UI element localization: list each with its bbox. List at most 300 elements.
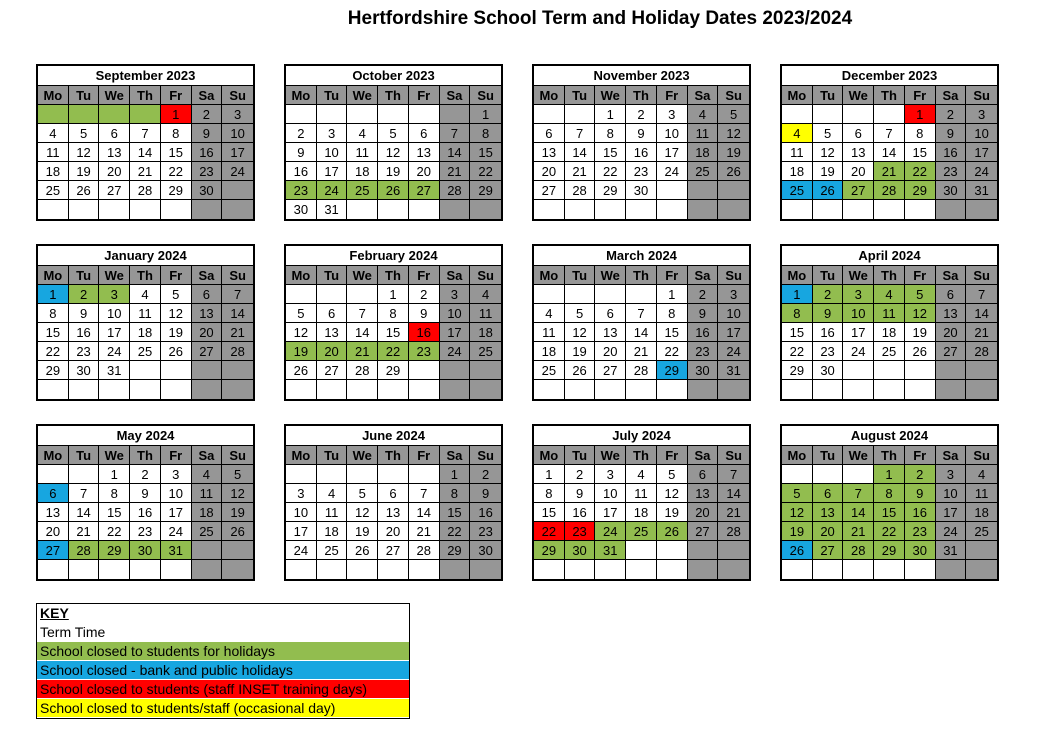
empty-cell — [192, 200, 223, 219]
empty-cell — [317, 105, 348, 124]
day-cell: 3 — [657, 105, 688, 124]
day-cell: 31 — [161, 541, 192, 560]
day-cell: 8 — [470, 124, 501, 143]
empty-cell — [905, 200, 936, 219]
day-cell: 7 — [843, 484, 874, 503]
empty-cell — [688, 181, 719, 200]
weekday-header: Tu — [69, 446, 100, 465]
weekday-header: Mo — [782, 446, 813, 465]
weekday-header: Mo — [534, 446, 565, 465]
day-cell: 5 — [782, 484, 813, 503]
day-cell: 12 — [657, 484, 688, 503]
weekday-header: Tu — [317, 266, 348, 285]
empty-cell — [378, 560, 409, 579]
empty-cell — [813, 200, 844, 219]
day-cell: 29 — [470, 181, 501, 200]
day-cell: 3 — [718, 285, 749, 304]
empty-cell — [595, 200, 626, 219]
day-cell: 20 — [378, 522, 409, 541]
day-cell: 28 — [69, 541, 100, 560]
weekday-header: Mo — [782, 266, 813, 285]
month-october-2023 — [284, 64, 503, 221]
day-cell: 12 — [222, 484, 253, 503]
day-cell: 3 — [286, 484, 317, 503]
day-cell: 9 — [192, 124, 223, 143]
empty-cell — [38, 465, 69, 484]
day-cell: 27 — [534, 181, 565, 200]
day-cell: 24 — [286, 541, 317, 560]
month-july-2024 — [532, 424, 751, 581]
day-cell: 29 — [905, 181, 936, 200]
empty-cell — [192, 541, 223, 560]
day-cell: 10 — [936, 484, 967, 503]
weekday-header: We — [843, 266, 874, 285]
day-cell: 11 — [966, 484, 997, 503]
empty-cell — [192, 361, 223, 380]
day-cell: 13 — [99, 143, 130, 162]
weekday-header: Tu — [69, 86, 100, 105]
day-cell: 23 — [470, 522, 501, 541]
day-cell: 28 — [222, 342, 253, 361]
empty-cell — [688, 541, 719, 560]
day-cell: 13 — [409, 143, 440, 162]
weekday-header: Tu — [69, 266, 100, 285]
empty-cell — [782, 200, 813, 219]
month-title: April 2024 — [782, 246, 997, 266]
empty-cell — [843, 380, 874, 399]
day-cell: 22 — [534, 522, 565, 541]
day-cell: 20 — [534, 162, 565, 181]
day-cell: 19 — [378, 162, 409, 181]
day-cell: 10 — [595, 484, 626, 503]
day-cell: 1 — [440, 465, 471, 484]
empty-cell — [966, 380, 997, 399]
day-cell: 13 — [936, 304, 967, 323]
day-cell: 25 — [130, 342, 161, 361]
day-cell: 7 — [347, 304, 378, 323]
day-cell: 14 — [874, 143, 905, 162]
day-cell: 2 — [688, 285, 719, 304]
empty-cell — [470, 361, 501, 380]
weekday-header: We — [595, 446, 626, 465]
day-cell: 12 — [813, 143, 844, 162]
day-cell: 1 — [657, 285, 688, 304]
day-cell: 5 — [657, 465, 688, 484]
empty-cell — [718, 541, 749, 560]
day-cell: 4 — [782, 124, 813, 143]
empty-cell — [69, 380, 100, 399]
weekday-header: We — [99, 86, 130, 105]
weekday-header: Sa — [688, 86, 719, 105]
day-cell: 20 — [99, 162, 130, 181]
empty-cell — [936, 200, 967, 219]
empty-cell — [534, 380, 565, 399]
day-cell: 26 — [161, 342, 192, 361]
empty-cell — [222, 560, 253, 579]
day-cell: 8 — [874, 484, 905, 503]
day-cell: 28 — [966, 342, 997, 361]
empty-cell — [565, 285, 596, 304]
day-cell: 11 — [38, 143, 69, 162]
weekday-header: We — [843, 86, 874, 105]
day-cell: 12 — [565, 323, 596, 342]
day-cell: 30 — [813, 361, 844, 380]
day-cell: 16 — [130, 503, 161, 522]
weekday-header: Sa — [440, 266, 471, 285]
day-cell: 6 — [813, 484, 844, 503]
day-cell: 21 — [565, 162, 596, 181]
empty-cell — [565, 380, 596, 399]
day-cell: 4 — [347, 124, 378, 143]
day-cell: 23 — [813, 342, 844, 361]
day-cell: 12 — [378, 143, 409, 162]
day-cell: 15 — [782, 323, 813, 342]
empty-cell — [874, 105, 905, 124]
day-cell: 16 — [409, 323, 440, 342]
day-cell: 30 — [470, 541, 501, 560]
month-june-2024 — [284, 424, 503, 581]
empty-cell — [347, 105, 378, 124]
empty-cell — [470, 200, 501, 219]
empty-cell — [130, 380, 161, 399]
day-cell: 30 — [286, 200, 317, 219]
weekday-header: Mo — [534, 266, 565, 285]
day-cell: 14 — [69, 503, 100, 522]
day-cell: 29 — [99, 541, 130, 560]
empty-cell — [317, 465, 348, 484]
weekday-header: Th — [874, 86, 905, 105]
day-cell: 28 — [626, 361, 657, 380]
empty-cell — [161, 560, 192, 579]
day-cell: 8 — [161, 124, 192, 143]
month-december-2023 — [780, 64, 999, 221]
day-cell: 4 — [38, 124, 69, 143]
weekday-header: Th — [874, 266, 905, 285]
empty-cell — [38, 560, 69, 579]
day-cell: 16 — [936, 143, 967, 162]
month-september-2023 — [36, 64, 255, 221]
empty-cell — [161, 380, 192, 399]
month-march-2024 — [532, 244, 751, 401]
day-cell: 26 — [69, 181, 100, 200]
day-cell: 17 — [99, 323, 130, 342]
day-cell: 20 — [409, 162, 440, 181]
day-cell: 11 — [192, 484, 223, 503]
weekday-header: Mo — [286, 446, 317, 465]
weekday-header: Th — [378, 266, 409, 285]
weekday-header: Su — [966, 266, 997, 285]
weekday-header: Sa — [192, 266, 223, 285]
empty-cell — [595, 285, 626, 304]
day-cell: 14 — [347, 323, 378, 342]
empty-cell — [69, 560, 100, 579]
day-cell: 17 — [222, 143, 253, 162]
day-cell: 10 — [440, 304, 471, 323]
day-cell: 27 — [409, 181, 440, 200]
day-cell: 10 — [99, 304, 130, 323]
day-cell: 5 — [347, 484, 378, 503]
day-cell: 10 — [657, 124, 688, 143]
day-cell: 7 — [966, 285, 997, 304]
empty-cell — [222, 361, 253, 380]
weekday-header: Sa — [440, 446, 471, 465]
day-cell: 11 — [347, 143, 378, 162]
day-cell: 6 — [99, 124, 130, 143]
weekday-header: Tu — [813, 266, 844, 285]
day-cell: 14 — [718, 484, 749, 503]
day-cell: 11 — [688, 124, 719, 143]
empty-cell — [222, 541, 253, 560]
day-cell: 30 — [192, 181, 223, 200]
day-cell: 6 — [688, 465, 719, 484]
day-cell: 28 — [409, 541, 440, 560]
legend — [36, 603, 410, 719]
day-cell: 27 — [843, 181, 874, 200]
day-cell: 24 — [222, 162, 253, 181]
empty-cell — [905, 560, 936, 579]
day-cell: 5 — [222, 465, 253, 484]
weekday-header: Tu — [813, 86, 844, 105]
day-cell: 20 — [936, 323, 967, 342]
weekday-header: Th — [130, 446, 161, 465]
day-cell: 22 — [470, 162, 501, 181]
day-cell: 10 — [317, 143, 348, 162]
day-cell: 7 — [626, 304, 657, 323]
day-cell: 17 — [843, 323, 874, 342]
page-title: Hertfordshire School Term and Holiday Dates 2023/2024 — [347, 8, 853, 29]
empty-cell — [874, 380, 905, 399]
day-cell: 21 — [626, 342, 657, 361]
weekday-header: Su — [718, 86, 749, 105]
empty-cell — [440, 200, 471, 219]
day-cell: 29 — [595, 181, 626, 200]
day-cell: 22 — [99, 522, 130, 541]
day-cell: 16 — [688, 323, 719, 342]
day-cell: 3 — [222, 105, 253, 124]
day-cell: 18 — [534, 342, 565, 361]
empty-cell — [874, 361, 905, 380]
day-cell: 31 — [936, 541, 967, 560]
day-cell: 18 — [626, 503, 657, 522]
day-cell: 14 — [222, 304, 253, 323]
day-cell: 2 — [130, 465, 161, 484]
weekday-header: Th — [378, 446, 409, 465]
weekday-header: Sa — [440, 86, 471, 105]
day-cell: 22 — [657, 342, 688, 361]
day-cell: 10 — [161, 484, 192, 503]
empty-cell — [222, 380, 253, 399]
day-cell: 1 — [38, 285, 69, 304]
day-cell: 16 — [192, 143, 223, 162]
day-cell: 4 — [966, 465, 997, 484]
weekday-header: Fr — [905, 266, 936, 285]
empty-cell — [378, 105, 409, 124]
day-cell: 5 — [905, 285, 936, 304]
empty-cell — [626, 560, 657, 579]
weekday-header: Fr — [905, 446, 936, 465]
day-cell: 23 — [905, 522, 936, 541]
day-cell: 18 — [130, 323, 161, 342]
day-cell: 27 — [936, 342, 967, 361]
day-cell: 22 — [874, 522, 905, 541]
day-cell: 28 — [347, 361, 378, 380]
day-cell: 24 — [657, 162, 688, 181]
legend-item-bank-holidays: School closed - bank and public holidays — [37, 661, 409, 680]
day-cell: 7 — [222, 285, 253, 304]
day-cell: 31 — [966, 181, 997, 200]
day-cell: 13 — [813, 503, 844, 522]
empty-cell — [38, 105, 69, 124]
empty-cell — [843, 200, 874, 219]
day-cell: 19 — [347, 522, 378, 541]
day-cell: 19 — [657, 503, 688, 522]
day-cell: 11 — [534, 323, 565, 342]
weekday-header: We — [595, 86, 626, 105]
day-cell: 1 — [782, 285, 813, 304]
day-cell: 8 — [905, 124, 936, 143]
empty-cell — [626, 200, 657, 219]
day-cell: 28 — [718, 522, 749, 541]
day-cell: 16 — [69, 323, 100, 342]
empty-cell — [657, 181, 688, 200]
weekday-header: Th — [378, 86, 409, 105]
day-cell: 11 — [470, 304, 501, 323]
weekday-header: Su — [470, 266, 501, 285]
empty-cell — [409, 380, 440, 399]
day-cell: 24 — [718, 342, 749, 361]
day-cell: 20 — [38, 522, 69, 541]
day-cell: 14 — [130, 143, 161, 162]
weekday-header: Tu — [317, 86, 348, 105]
empty-cell — [347, 285, 378, 304]
day-cell: 24 — [966, 162, 997, 181]
day-cell: 26 — [222, 522, 253, 541]
empty-cell — [936, 560, 967, 579]
day-cell: 24 — [440, 342, 471, 361]
day-cell: 29 — [534, 541, 565, 560]
day-cell: 26 — [782, 541, 813, 560]
day-cell: 15 — [595, 143, 626, 162]
weekday-header: Fr — [905, 86, 936, 105]
empty-cell — [378, 380, 409, 399]
day-cell: 25 — [534, 361, 565, 380]
day-cell: 17 — [595, 503, 626, 522]
day-cell: 17 — [936, 503, 967, 522]
day-cell: 10 — [966, 124, 997, 143]
weekday-header: Su — [222, 446, 253, 465]
day-cell: 5 — [286, 304, 317, 323]
empty-cell — [565, 105, 596, 124]
legend-item-term-time: Term Time — [37, 623, 409, 642]
empty-cell — [440, 560, 471, 579]
day-cell: 24 — [99, 342, 130, 361]
day-cell: 16 — [626, 143, 657, 162]
day-cell: 6 — [843, 124, 874, 143]
month-title: October 2023 — [286, 66, 501, 86]
day-cell: 14 — [565, 143, 596, 162]
day-cell: 11 — [130, 304, 161, 323]
day-cell: 29 — [161, 181, 192, 200]
day-cell: 7 — [69, 484, 100, 503]
weekday-header: Fr — [657, 266, 688, 285]
empty-cell — [99, 200, 130, 219]
day-cell: 8 — [595, 124, 626, 143]
empty-cell — [286, 105, 317, 124]
day-cell: 17 — [286, 522, 317, 541]
day-cell: 27 — [99, 181, 130, 200]
empty-cell — [440, 380, 471, 399]
day-cell: 2 — [936, 105, 967, 124]
day-cell: 19 — [782, 522, 813, 541]
day-cell: 21 — [347, 342, 378, 361]
month-title: January 2024 — [38, 246, 253, 266]
month-august-2024 — [780, 424, 999, 581]
day-cell: 16 — [470, 503, 501, 522]
day-cell: 4 — [534, 304, 565, 323]
weekday-header: Su — [222, 266, 253, 285]
day-cell: 17 — [440, 323, 471, 342]
day-cell: 15 — [905, 143, 936, 162]
empty-cell — [286, 380, 317, 399]
day-cell: 3 — [317, 124, 348, 143]
day-cell: 24 — [317, 181, 348, 200]
day-cell: 29 — [440, 541, 471, 560]
day-cell: 1 — [874, 465, 905, 484]
day-cell: 13 — [317, 323, 348, 342]
empty-cell — [595, 560, 626, 579]
day-cell: 22 — [440, 522, 471, 541]
month-title: December 2023 — [782, 66, 997, 86]
day-cell: 29 — [38, 361, 69, 380]
day-cell: 25 — [626, 522, 657, 541]
day-cell: 18 — [782, 162, 813, 181]
day-cell: 25 — [966, 522, 997, 541]
day-cell: 9 — [905, 484, 936, 503]
day-cell: 1 — [161, 105, 192, 124]
day-cell: 7 — [718, 465, 749, 484]
empty-cell — [782, 560, 813, 579]
empty-cell — [317, 285, 348, 304]
day-cell: 13 — [38, 503, 69, 522]
empty-cell — [657, 200, 688, 219]
empty-cell — [317, 380, 348, 399]
day-cell: 25 — [192, 522, 223, 541]
day-cell: 2 — [565, 465, 596, 484]
day-cell: 3 — [843, 285, 874, 304]
day-cell: 16 — [813, 323, 844, 342]
day-cell: 21 — [222, 323, 253, 342]
day-cell: 11 — [874, 304, 905, 323]
day-cell: 26 — [813, 181, 844, 200]
day-cell: 4 — [130, 285, 161, 304]
day-cell: 15 — [534, 503, 565, 522]
day-cell: 19 — [69, 162, 100, 181]
day-cell: 2 — [409, 285, 440, 304]
day-cell: 16 — [905, 503, 936, 522]
empty-cell — [161, 361, 192, 380]
weekday-header: Fr — [161, 86, 192, 105]
day-cell: 11 — [626, 484, 657, 503]
empty-cell — [813, 380, 844, 399]
day-cell: 23 — [565, 522, 596, 541]
empty-cell — [626, 541, 657, 560]
day-cell: 7 — [565, 124, 596, 143]
day-cell: 28 — [874, 181, 905, 200]
day-cell: 10 — [843, 304, 874, 323]
empty-cell — [440, 105, 471, 124]
empty-cell — [130, 105, 161, 124]
weekday-header: We — [99, 266, 130, 285]
